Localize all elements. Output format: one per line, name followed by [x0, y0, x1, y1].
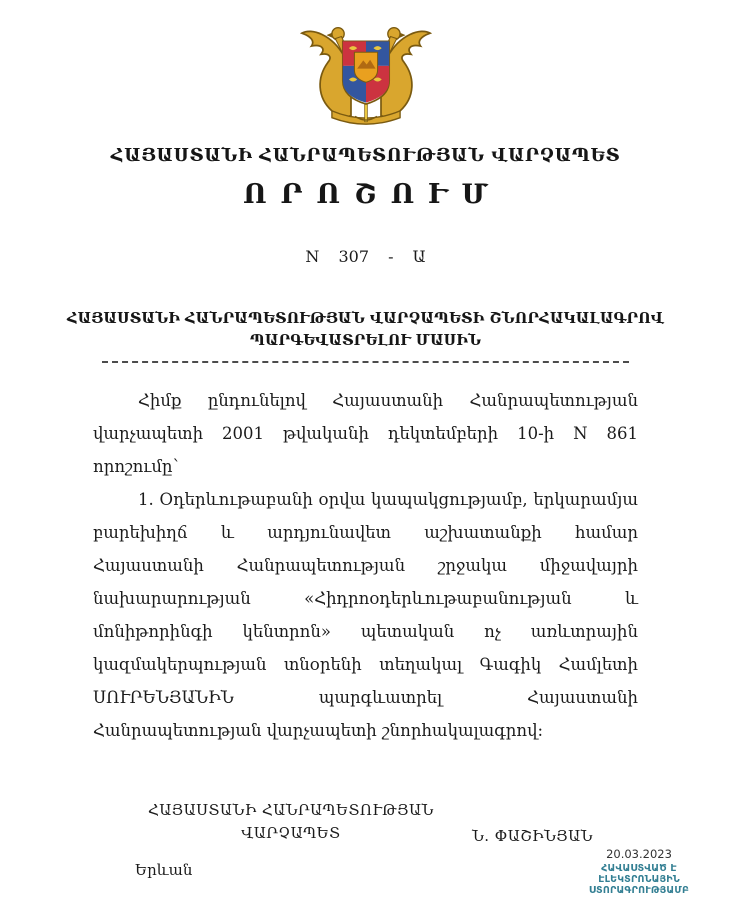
stamp-line-1: ՀԱՎԱՍՏՎԱԾ Է — [601, 863, 677, 874]
operative-paragraph: 1. Օդերևութաբանի օրվա կապակցությամբ, երկարամյա բարեխիղճ և արդյունավետ աշխատանքի համար Հայաստանի Հանրապետության շրջակա միջավայրի նախարարության «Հիդրոօդերևութաբանության և մոնիթորինգի կենտրոն» պետական ոչ առևտրային կազմակերպության տնօրենի տեղակալ Գագիկ Համլետի ՍՈՒՐԵՆՅԱՆԻՆ պարգևատրել Հայաստանի Հանրապետության վարչապետի շնորհակալագրով: — [93, 490, 638, 740]
place-label: Երևան — [135, 861, 193, 879]
decree-body — [93, 384, 638, 747]
coat-of-arms-icon — [291, 14, 441, 130]
signer-title-line-1: ՀԱՅԱՍՏԱՆԻ ՀԱՆՐԱՊԵՏՈՒԹՅԱՆ — [148, 801, 434, 819]
decree-number: N 307 - Ա — [305, 247, 426, 266]
preamble-paragraph: Հիմք ընդունելով Հայաստանի Հանրապետության վարչապետի 2001 թվականի դեկտեմբերի 10-ի N 861 որոշումը՝ — [93, 391, 638, 476]
armenia-coat-of-arms — [291, 14, 441, 134]
e-signature-stamp — [573, 847, 705, 896]
signer-title-line-2: ՎԱՐՉԱՊԵՏ — [241, 824, 341, 842]
signature-block — [93, 799, 638, 845]
subject-heading — [0, 308, 731, 352]
stamp-line-2: ԷԼԵԿՏՐՈՆԱՅԻՆ — [598, 874, 680, 885]
subject-line-1: ՀԱՅԱՍՏԱՆԻ ՀԱՆՐԱՊԵՏՈՒԹՅԱՆ ՎԱՐՉԱՊԵՏԻ ՇՆՈՐՀԱԿԱԼԱԳՐՈՎ — [66, 310, 665, 327]
subject-line-2: ՊԱՐԳԵՎԱՏՐԵԼՈՒ ՄԱՍԻՆ — [249, 332, 482, 349]
org-title: ՀԱՅԱՍՏԱՆԻ ՀԱՆՐԱՊԵՏՈՒԹՅԱՆ ՎԱՐՉԱՊԵՏ — [110, 146, 621, 166]
dashed-separator — [102, 361, 629, 363]
stamp-date: 20.03.2023 — [606, 847, 672, 861]
signer-title — [148, 799, 434, 845]
document-type-title: ՈՐՈՇՈՒՄ — [243, 179, 502, 210]
stamp-line-3: ՍՏՈՐԱԳՐՈՒԹՅԱՄԲ — [588, 885, 690, 896]
signer-name: Ն. ՓԱՇԻՆՅԱՆ — [472, 827, 593, 845]
